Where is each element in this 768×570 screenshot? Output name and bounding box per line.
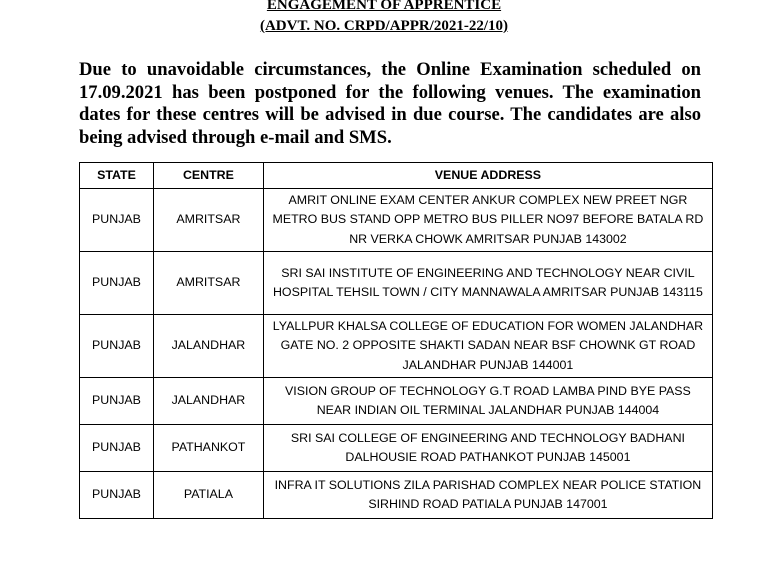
table-row	[80, 378, 713, 425]
cell-centre: AMRITSAR	[153, 189, 263, 252]
cell-state: PUNJAB	[80, 315, 154, 378]
postponement-notice: Due to unavoidable circumstances, the Online Examination scheduled on 17.09.2021 has been postponed for the following venues. The examination dates for these centres will be advised in due course. The candidates are also being advised through e-mail and SMS.	[79, 59, 701, 148]
header-venue-address: VENUE ADDRESS	[263, 163, 712, 189]
cell-centre: PATIALA	[153, 472, 263, 519]
venue-table	[79, 162, 713, 519]
cell-centre: PATHANKOT	[153, 425, 263, 472]
table-row	[80, 315, 713, 378]
cell-venue-address: AMRIT ONLINE EXAM CENTER ANKUR COMPLEX NEW PREET NGR METRO BUS STAND OPP METRO BUS PILLER NO97 BEFORE BATALA RD NR VERKA CHOWK AMRITSAR PUNJAB 143002	[263, 189, 712, 252]
cell-state: PUNJAB	[80, 425, 154, 472]
table-row	[80, 252, 713, 315]
table-row	[80, 472, 713, 519]
cell-venue-address: SRI SAI INSTITUTE OF ENGINEERING AND TECHNOLOGY NEAR CIVIL HOSPITAL TEHSIL TOWN / CITY MANNAWALA AMRITSAR PUNJAB 143115	[263, 252, 712, 315]
cell-venue-address: SRI SAI COLLEGE OF ENGINEERING AND TECHNOLOGY BADHANI DALHOUSIE ROAD PATHANKOT PUNJAB 145001	[263, 425, 712, 472]
header-centre: CENTRE	[153, 163, 263, 189]
advertisement-number: (ADVT. NO. CRPD/APPR/2021-22/10)	[259, 18, 509, 34]
cell-state: PUNJAB	[80, 472, 154, 519]
header-state: STATE	[80, 163, 154, 189]
cell-state: PUNJAB	[80, 189, 154, 252]
table-row	[80, 425, 713, 472]
cell-venue-address: VISION GROUP OF TECHNOLOGY G.T ROAD LAMBA PIND BYE PASS NEAR INDIAN OIL TERMINAL JALANDHAR PUNJAB 144004	[263, 378, 712, 425]
table-row	[80, 189, 713, 252]
cell-venue-address: INFRA IT SOLUTIONS ZILA PARISHAD COMPLEX NEAR POLICE STATION SIRHIND ROAD PATIALA PUNJAB 147001	[263, 472, 712, 519]
cell-state: PUNJAB	[80, 252, 154, 315]
cell-centre: JALANDHAR	[153, 378, 263, 425]
cell-state: PUNJAB	[80, 378, 154, 425]
page-title: ENGAGEMENT OF APPRENTICE	[266, 0, 502, 13]
table-header-row	[80, 163, 713, 189]
cell-centre: JALANDHAR	[153, 315, 263, 378]
cell-venue-address: LYALLPUR KHALSA COLLEGE OF EDUCATION FOR WOMEN JALANDHAR GATE NO. 2 OPPOSITE SHAKTI SADAN NEAR BSF CHOWNK GT ROAD JALANDHAR PUNJAB 144001	[263, 315, 712, 378]
cell-centre: AMRITSAR	[153, 252, 263, 315]
